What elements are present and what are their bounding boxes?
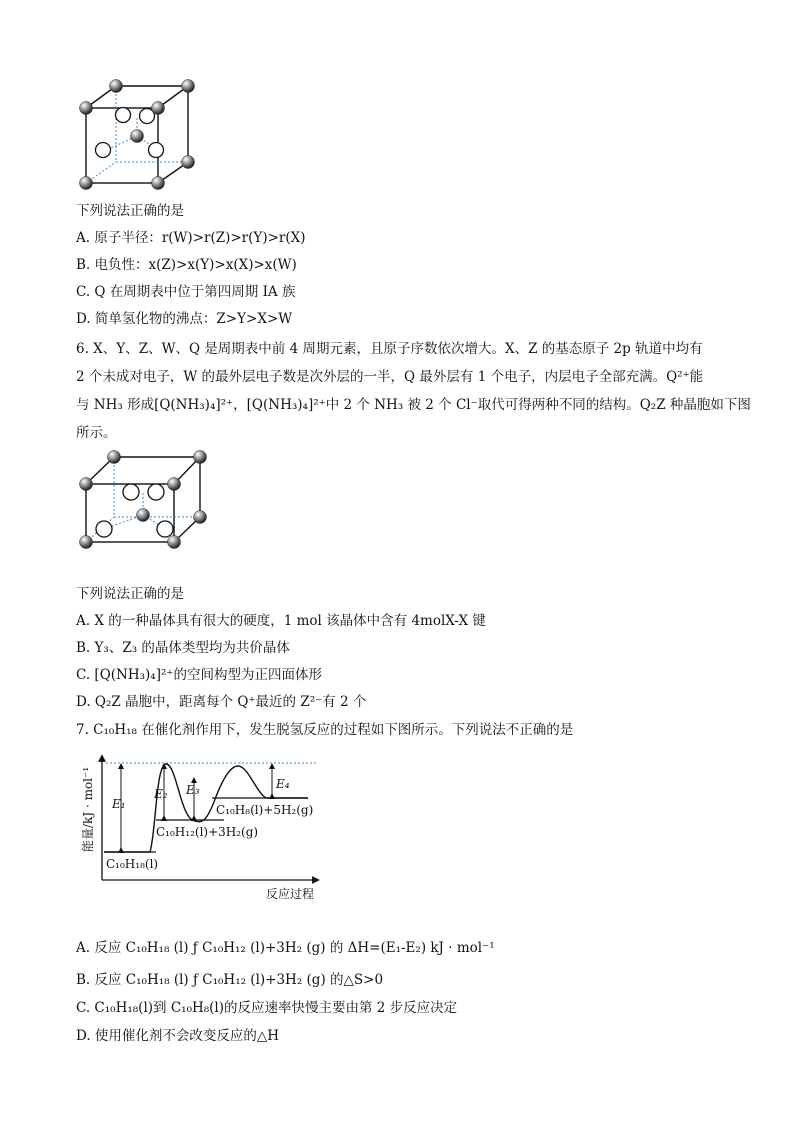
q7-option-a: A. 反应 C₁₀H₁₈ (l) ƒ C₁₀H₁₂ (l)+3H₂ (g) 的 ΔH=(E₁-E₂) kJ · mol⁻¹ (76, 940, 495, 956)
q7-option-d: D. 使用催化剂不会改变反应的△H (76, 1028, 280, 1044)
q6-option-d: D. Q₂Z 晶胞中，距离每个 Q⁺最近的 Z²⁻有 2 个 (76, 694, 367, 710)
q5-option-d: D. 简单氢化物的沸点：Z>Y>X>W (76, 311, 293, 327)
q6-stem-line-4: 所示。 (76, 425, 117, 441)
energy-profile-diagram (76, 752, 338, 904)
crystal-cell-diagram-1 (74, 78, 204, 192)
q6-stem-line-1: 6. X、Y、Z、W、Q 是周期表中前 4 周期元素，且原子序数依次增大。X、Z 的基态原子 2p 轨道中均有 (76, 341, 703, 357)
q6-stem-line-2: 2 个未成对电子，W 的最外层电子数是次外层的一半，Q 最外层有 1 个电子，内层电子全部充满。Q²⁺能 (76, 369, 704, 385)
q6-option-c: C. [Q(NH₃)₄]²⁺的空间构型为正四面体形 (76, 667, 323, 683)
q6-stem-line-3: 与 NH₃ 形成[Q(NH₃)₄]²⁺，[Q(NH₃)₄]²⁺中 2 个 NH₃ 被 2 个 Cl⁻取代可得两种不同的结构。Q₂Z 种晶胞如下图 (76, 397, 751, 413)
label-e3: E₃ (186, 783, 200, 797)
q5-stem: 下列说法正确的是 (76, 203, 184, 219)
q6-question: 下列说法正确的是 (76, 586, 184, 602)
crystal-cell-diagram-2 (74, 449, 214, 553)
q6-stem (76, 335, 751, 447)
species-c10h8: C₁₀H₈(l)+5H₂(g) (216, 803, 314, 817)
label-e4: E₄ (276, 777, 290, 791)
q5-option-b: B. 电负性：x(Z)>x(Y)>x(X)>x(W) (76, 257, 297, 273)
q5-option-a: A. 原子半径：r(W)>r(Z)>r(Y)>r(X) (76, 230, 306, 246)
label-e2: E₂ (154, 787, 168, 801)
species-c10h18: C₁₀H₁₈(l) (106, 857, 159, 871)
q7-option-b: B. 反应 C₁₀H₁₈ (l) ƒ C₁₀H₁₂ (l)+3H₂ (g) 的△S>0 (76, 972, 384, 988)
q5-option-c: C. Q 在周期表中位于第四周期 IA 族 (76, 284, 296, 300)
species-c10h12: C₁₀H₁₂(l)+3H₂(g) (156, 825, 259, 839)
q6-option-a: A. X 的一种晶体具有很大的硬度，1 mol 该晶体中含有 4molX-X 键 (76, 613, 486, 629)
label-e1: E₁ (112, 797, 126, 811)
diagram-x-axis-label: 反应过程 (266, 887, 315, 901)
q7-option-c: C. C₁₀H₁₈(l)到 C₁₀H₈(l)的反应速率快慢主要由第 2 步反应决定 (76, 1000, 458, 1016)
q7-stem: 7. C₁₀H₁₈ 在催化剂作用下，发生脱氢反应的过程如下图所示。下列说法不正确的是 (76, 722, 574, 738)
q6-option-b: B. Y₃、Z₃ 的晶体类型均为共价晶体 (76, 640, 290, 656)
diagram-y-axis-label: 能量/kJ · mol⁻¹ (81, 766, 95, 852)
